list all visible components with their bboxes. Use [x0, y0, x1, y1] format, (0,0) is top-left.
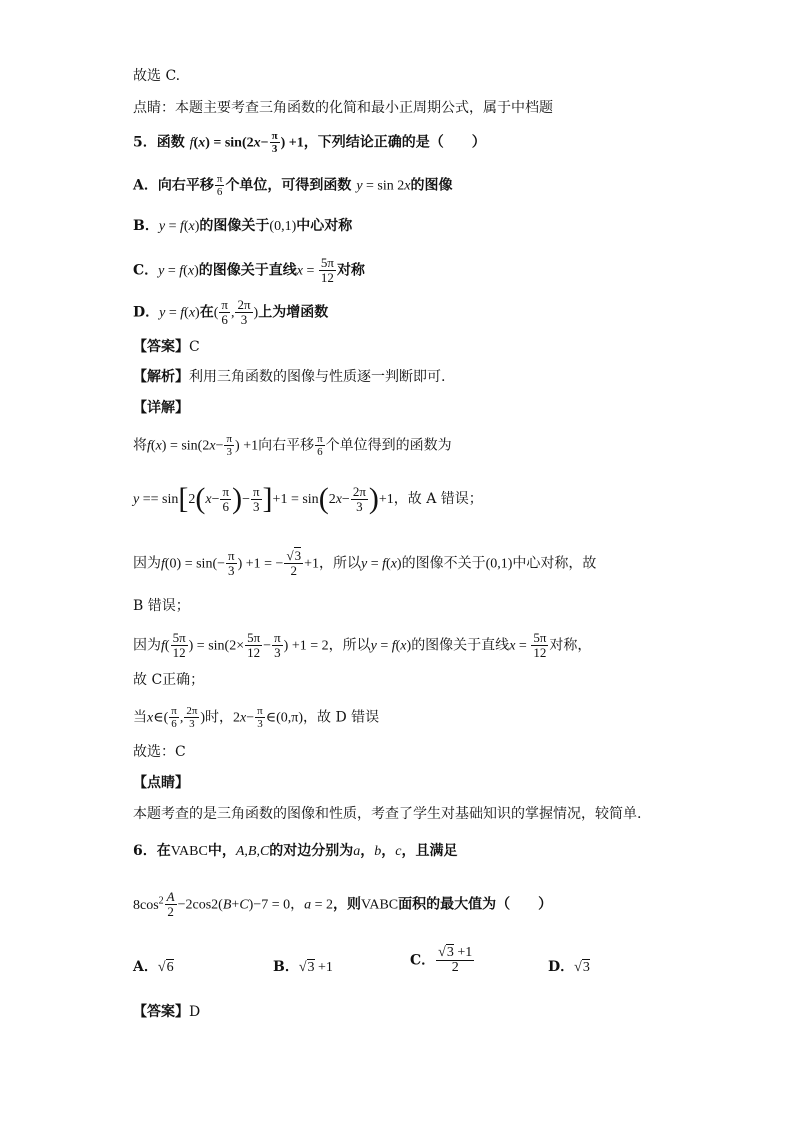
q5-option-c: C．y = f(x)的图像关于直线x = $\frac{5\pi}{12}$ 对称	[133, 255, 365, 285]
q6-stem: 6．在VABC中，A,B,C的对边分别为a，b，c，且满足	[133, 843, 458, 859]
q5-detail-line-6: 故 C正确；	[133, 672, 205, 688]
q6-answer: 【答案】D	[133, 1004, 201, 1020]
q6-option-c: C． $\frac{√3 +1}{2}$	[410, 945, 473, 975]
q5-conclusion: 故选：C	[133, 744, 186, 760]
q5-detail-line-5: 因为f( $\frac{5\pi}{12}$ ) = sin(2× $\frac{5\pi}{12}$ − $\frac{\pi}{3}$ ) +1 = 2，所以y = f(x)的图像关于直线x = $\frac{5\pi}{12}$ 对称，	[133, 630, 592, 660]
q5-option-a: A．向右平移 $\frac{\pi}{6}$ 个单位，可得到函数 y = sin 2x的图像	[133, 173, 453, 198]
q5-detail-line-3: 因为f(0) = sin(− $\frac{\pi}{3}$ ) +1 = − $\frac{√3}{2}$ +1，所以y = f(x)的图像不关于(0,1)中心对称，故	[133, 548, 597, 578]
q5-detail-line-1: 将f(x) = sin(2x− $\frac{\pi}{3}$ ) +1向右平移 $\frac{\pi}{6}$ 个单位得到的函数为	[133, 433, 452, 458]
q5-comment: 本题考查的是三角函数的图像和性质，考查了学生对基础知识的掌握情况，较简单.	[133, 806, 642, 822]
q5-stem: 5．函数 f(x) = sin(2x− $\frac{\pi}{3}$ ) +1，下列结论正确的是（ ）	[133, 130, 486, 155]
prev-comment: 点睛：本题主要考查三角函数的化简和最小正周期公式，属于中档题	[133, 100, 553, 116]
q5-detail-line-7: 当x∈( $\frac{\pi}{6}$ , $\frac{2\pi}{3}$ )时，2x− $\frac{\pi}{3}$ ∈(0,π)，故 D 错误	[133, 705, 380, 730]
q5-detail-tag: 【详解】	[133, 400, 189, 416]
q5-option-b: B．y = f(x)的图像关于(0,1)中心对称	[133, 218, 353, 234]
q5-answer: 【答案】C	[133, 339, 200, 355]
q5-detail-line-2: y == sin[2(x− $\frac{\pi}{6}$ )− $\frac{\pi}{3}$ ]+1 = sin(2x− $\frac{2\pi}{3}$ )+1，故 A 错误；	[133, 482, 483, 515]
q6-option-d: D．√3	[548, 959, 590, 975]
q6-option-a: A．√6	[133, 959, 174, 975]
q6-option-b: B．√3 +1	[273, 959, 333, 975]
q5-detail-line-4: B 错误；	[133, 598, 190, 614]
q5-option-d: D．y = f(x)在( $\frac{\pi}{6}$ , $\frac{2\pi}{3}$ )上为增函数	[133, 297, 329, 327]
prev-conclusion: 故选 C.	[133, 68, 181, 84]
q5-comment-tag: 【点睛】	[133, 775, 189, 791]
q6-condition: $8\cos^2$ $\frac{A}{2}$ −2cos2(B+C)−7 = 0，a = 2，则VABC面积的最大值为（ ）	[133, 889, 553, 919]
q5-analysis: 【解析】利用三角函数的图像与性质逐一判断即可.	[133, 369, 446, 385]
